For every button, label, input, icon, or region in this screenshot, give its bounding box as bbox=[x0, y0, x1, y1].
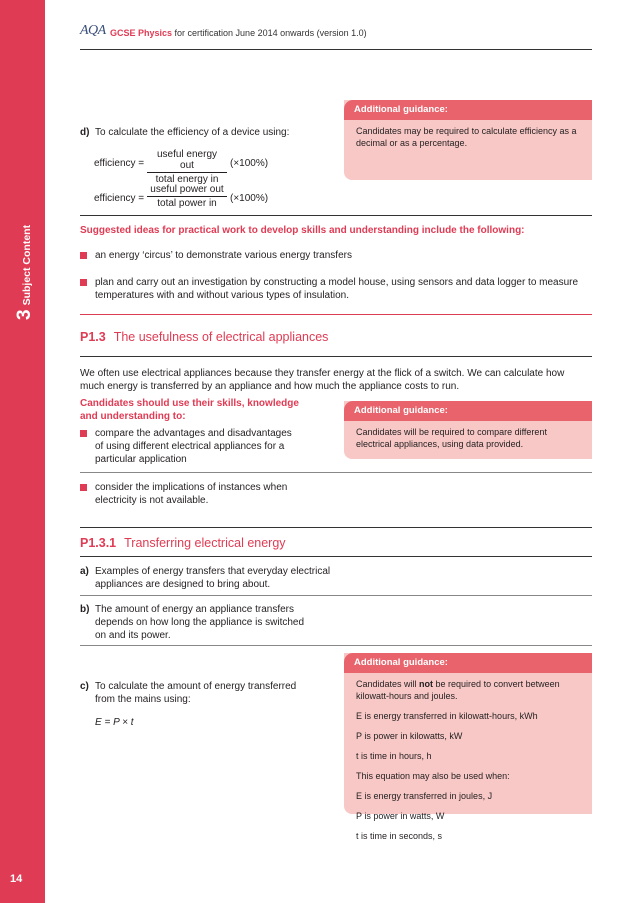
guidance-text: Candidates will be required to compare different electrical appliances, using data provided. bbox=[356, 427, 547, 449]
divider bbox=[80, 472, 592, 473]
guidance-title: Additional guidance: bbox=[344, 100, 592, 120]
guidance-box-energy bbox=[344, 653, 592, 841]
item-b-letter: b) bbox=[80, 604, 90, 615]
eq2-numerator: useful power out bbox=[147, 184, 227, 197]
guidance-body bbox=[344, 673, 592, 850]
item-a-text-1: Examples of energy transfers that everyday electrical bbox=[95, 566, 331, 577]
p13-bullet-1a: compare the advantages and disadvantages bbox=[95, 428, 292, 439]
guidance-text bbox=[356, 678, 580, 702]
item-c-text-2: from the mains using: bbox=[95, 694, 191, 705]
item-c-equation: E = P × t bbox=[95, 717, 134, 728]
guidance-box-appliances bbox=[344, 401, 592, 459]
suggested-bullet-2a: plan and carry out an investigation by constructing a model house, using sensors and data logger to measure bbox=[95, 277, 579, 288]
divider bbox=[80, 556, 592, 557]
guidance-body bbox=[344, 120, 592, 157]
item-b-text-2: depends on how long the appliance is switched bbox=[95, 617, 305, 628]
section-title: Subject Content bbox=[21, 224, 33, 306]
item-c-text-1: To calculate the amount of energy transferred bbox=[95, 681, 297, 692]
guidance-line: t is time in hours, h bbox=[356, 751, 432, 761]
bullet-marker bbox=[80, 252, 87, 259]
suggested-bullet-2b: temperatures with and without various types of insulation. bbox=[95, 290, 350, 301]
divider bbox=[80, 356, 592, 357]
item-c-letter: c) bbox=[80, 681, 89, 692]
divider bbox=[80, 215, 592, 216]
aqa-logo: AQA bbox=[80, 23, 106, 38]
page-number: 14 bbox=[10, 873, 23, 885]
header-rule bbox=[80, 49, 592, 50]
item-a-text-2: appliances are designed to bring about. bbox=[95, 579, 271, 590]
section-label bbox=[14, 225, 36, 320]
section-rule bbox=[80, 314, 592, 315]
item-d-letter: d) bbox=[80, 127, 90, 138]
suggested-heading: Suggested ideas for practical work to develop skills and understanding include the following: bbox=[80, 225, 525, 236]
eq1-suffix: (×100%) bbox=[230, 158, 269, 169]
guidance-text-emph: not bbox=[419, 679, 434, 689]
eq1-fraction bbox=[147, 149, 227, 185]
guidance-line: P is power in watts, W bbox=[356, 811, 445, 821]
item-b-text-3: on and its power. bbox=[95, 630, 171, 641]
divider bbox=[80, 645, 592, 646]
p13-bullet-1c: particular application bbox=[95, 454, 187, 465]
suggested-bullet-1: an energy ‘circus’ to demonstrate various energy transfers bbox=[95, 250, 352, 261]
item-d-text: To calculate the efficiency of a device using: bbox=[95, 127, 290, 138]
guidance-title: Additional guidance: bbox=[344, 653, 592, 673]
skills-heading-1: Candidates should use their skills, knowledge bbox=[80, 398, 299, 409]
guidance-body bbox=[344, 421, 592, 458]
guidance-line: E is energy transferred in kilowatt-hours, kWh bbox=[356, 711, 538, 721]
p13-intro-2: much energy is transferred by an appliance and how much the appliance costs to run. bbox=[80, 381, 460, 392]
skills-heading-2: and understanding to: bbox=[80, 411, 186, 422]
bullet-marker bbox=[80, 430, 87, 437]
spec-subtitle: for certification June 2014 onwards (version 1.0) bbox=[172, 28, 367, 38]
divider bbox=[80, 527, 592, 528]
spec-title: GCSE Physics bbox=[110, 28, 173, 38]
p13-bullet-1b: of using different electrical appliances for a bbox=[95, 441, 285, 452]
guidance-text: Candidates may be required to calculate efficiency as a decimal or as a percentage. bbox=[356, 126, 577, 148]
guidance-title: Additional guidance: bbox=[344, 401, 592, 421]
guidance-text-c: be required to convert between kilowatt-hours and joules. bbox=[356, 679, 560, 701]
guidance-line: This equation may also be used when: bbox=[356, 771, 510, 781]
section-heading-p1-3 bbox=[80, 330, 328, 344]
item-b-text-1: The amount of energy an appliance transfers bbox=[95, 604, 295, 615]
eq2-denominator: total power in bbox=[157, 198, 217, 209]
section-code: P1.3 bbox=[80, 330, 106, 344]
divider bbox=[80, 595, 592, 596]
eq2-fraction bbox=[147, 184, 227, 209]
bullet-marker bbox=[80, 279, 87, 286]
spec-header bbox=[110, 28, 367, 38]
section-title: The usefulness of electrical appliances bbox=[113, 330, 329, 344]
guidance-box-efficiency bbox=[344, 100, 592, 180]
guidance-line: E is energy transferred in joules, J bbox=[356, 791, 493, 801]
bullet-marker bbox=[80, 484, 87, 491]
p13-intro-1: We often use electrical appliances because they transfer energy at the flick of a switch. We can calculate how bbox=[80, 368, 565, 379]
section-title: Transferring electrical energy bbox=[124, 536, 286, 550]
eq1-lhs: efficiency = bbox=[94, 158, 145, 169]
p13-bullet-2a: consider the implications of instances when bbox=[95, 482, 288, 493]
eq2-lhs: efficiency = bbox=[94, 193, 145, 204]
section-number: 3 bbox=[14, 309, 35, 320]
section-code: P1.3.1 bbox=[80, 536, 117, 550]
eq1-denominator: total energy in bbox=[155, 174, 219, 185]
eq2-suffix: (×100%) bbox=[230, 193, 269, 204]
item-a-letter: a) bbox=[80, 566, 89, 577]
section-heading-p1-3-1 bbox=[80, 536, 286, 550]
section-sidebar bbox=[0, 0, 45, 903]
eq1-numerator: useful energy out bbox=[147, 149, 227, 173]
guidance-text-a: Candidates will bbox=[356, 679, 420, 689]
guidance-line: t is time in seconds, s bbox=[356, 831, 443, 841]
p13-bullet-2b: electricity is not available. bbox=[95, 495, 209, 506]
guidance-line: P is power in kilowatts, kW bbox=[356, 731, 463, 741]
